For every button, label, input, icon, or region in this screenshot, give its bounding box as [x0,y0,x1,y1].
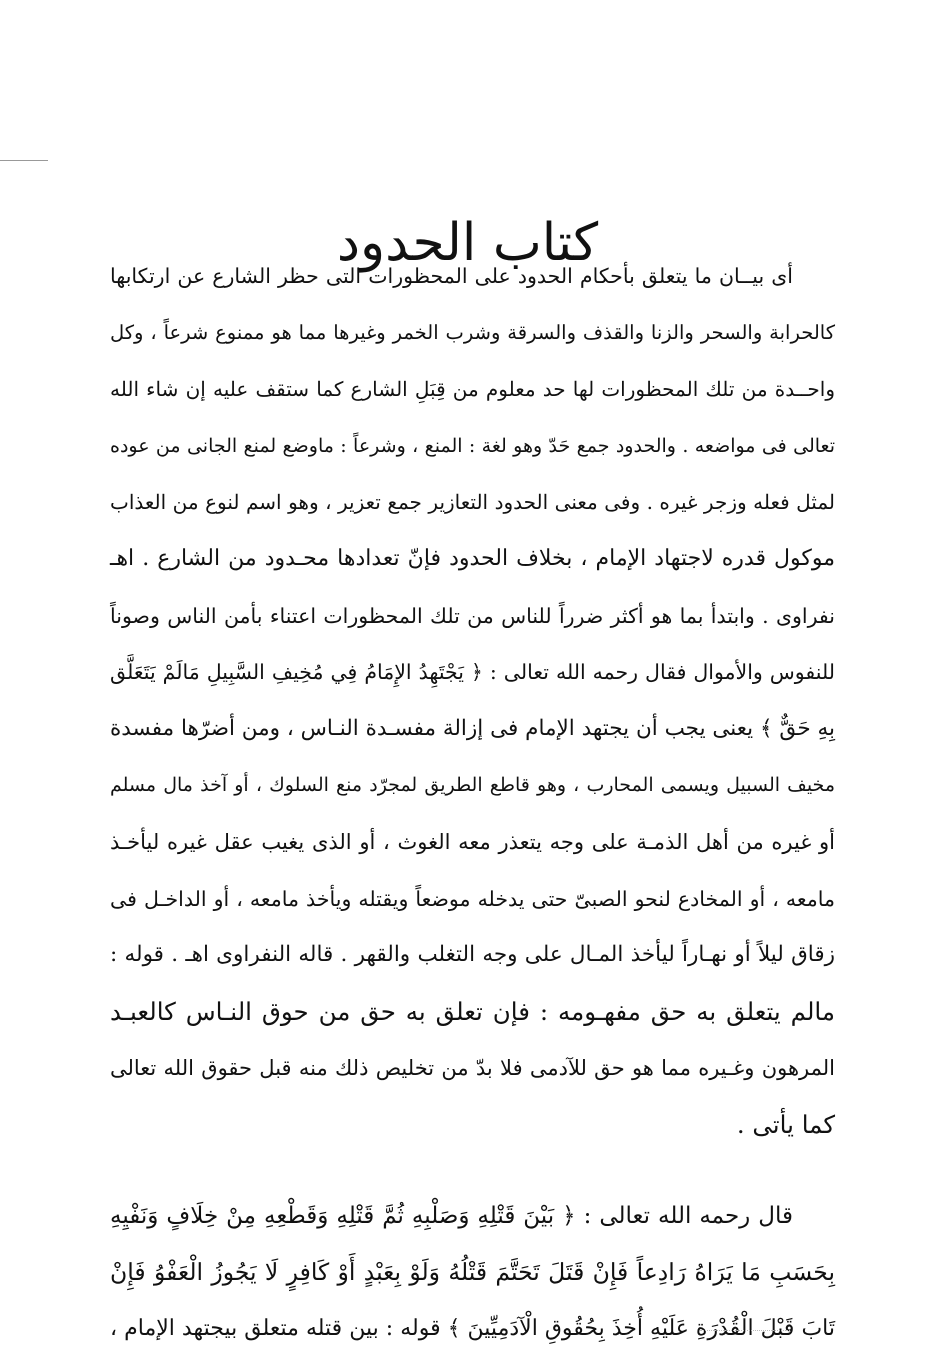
chapter-title: كتاب الحدود [0,203,935,283]
text-line: أو غيره من أهل الذمـة على وجه يتعذر معه الغوث ، أو الذى يغيب عقل غيره ليأخـذ [110,814,835,871]
text-line: مامعه ، أو المخادع لنحو الصبىّ حتى يدخله موضعاً ويقتله ويأخذ مامعه ، أو الداخـل فى [110,871,835,928]
text-line: مخيف السبيل ويسمى المحارب ، وهو قاطع الطريق لمجرّد منع السلوك ، أو آخذ مال مسلم [110,757,835,814]
scan-edge-mark [0,160,48,161]
text-line: بِهِ حَقٌّ ﴾ يعنى يجب أن يجتهد الإمام فى إزالة مفسـدة النـاس ، ومن أضرّها مفسدة [110,701,835,758]
text-line: المرهون وغـيره مما هو حق للآدمى فلا بدّ من تخليص ذلك منه قبل حقوق الله تعالى [110,1040,835,1097]
text-line: بِحَسَبِ مَا يَرَاهُ رَادِعاً فَإِنْ قَتَلَ تَحَتَّمَ قَتْلُهُ وَلَوْ بِعَبْدٍ أَوْ كَافِرٍ لَا يَجُوزُ الْعَفْوُ فَإِنْ [110,1244,835,1301]
text-line: كما يأتى . [110,1097,835,1154]
text-line: زقاق ليلاً أو نهـاراً ليأخذ المـال على وجه التغلب والقهر . قاله النفراوى اهـ . قوله : [110,927,835,984]
text-line: موكول قدره لاجتهاد الإمام ، بخلاف الحدود فإنّ تعدادها محـدود من الشارع . اهـ [110,531,835,588]
paragraph-1 [110,248,835,1154]
paragraph-gap [110,1154,835,1188]
text-line: واحــدة من تلك المحظورات لها حد معلوم من قِبَلِ الشارع كما ستقف عليه إن شاء الله [110,361,835,418]
text-line: تَابَ قَبْلَ الْقُدْرَةِ عَلَيْهِ أُخِذَ بِحُقُوقِ الْآدَمِيِّينَ ﴾ قوله : بين قتله متعلق بيجتهد الإمام ، [110,1301,835,1357]
text-line: قال رحمه الله تعالى : ﴿ بَيْنَ قَتْلِهِ وَصَلْبِهِ ثُمَّ قَتْلِهِ وَقَطْعِهِ مِنْ خِلَافٍ وَنَفْيِهِ [110,1188,835,1245]
text-line: للنفوس والأموال فقال رحمه الله تعالى : ﴿ يَجْتَهِدُ الإِمَامُ فِي مُخِيفِ السَّبِيلِ مَالَمْ يَتَعَلَّق [110,644,835,701]
text-line: نفراوى . وابتدأ بما هو أكثر ضرراً للناس من تلك المحظورات اعتناء بأمن الناس وصوناً [110,588,835,645]
text-line: أى بيــان ما يتعلق بأحكام الحدود على المحظورات التى حظر الشارع عن ارتكابها [110,248,835,305]
text-line: مالم يتعلق به حق مفهـومه : فإن تعلق به حق من حوق النـاس كالعبـد [110,984,835,1041]
scan-footer-mark [700,1330,790,1332]
text-line: تعالى فى مواضعه . والحدود جمع حَدّ وهو لغة : المنع ، وشرعاً : ماوضع لمنع الجانى من عوده [110,418,835,475]
page-body [110,248,835,1357]
text-line: كالحرابة والسحر والزنا والقذف والسرقة وشرب الخمر وغيرها مما هو ممنوع شرعاً ، وكل [110,305,835,362]
text-line: لمثل فعله وزجر غيره . وفى معنى الحدود التعازير جمع تعزير ، وهو اسم لنوع من العذاب [110,474,835,531]
